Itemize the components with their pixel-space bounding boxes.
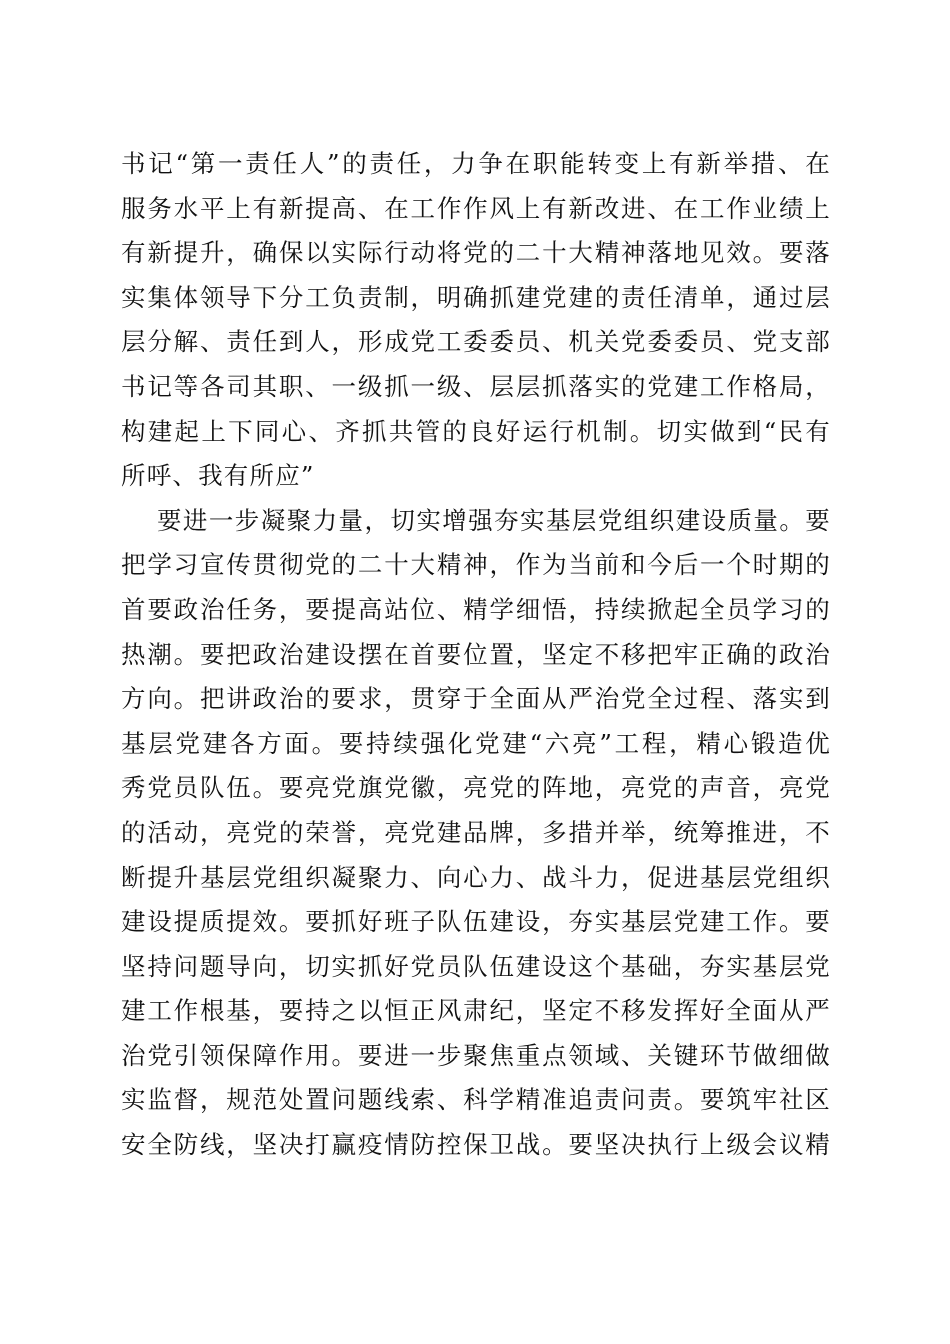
paragraph-2-line: 把学习宣传贯彻党的二十大精神，作为当前和今后一个时期的: [121, 550, 831, 580]
paragraph-2-line: 秀党员队伍。要亮党旗党徽，亮党的阵地，亮党的声音，亮党: [121, 773, 831, 803]
paragraph-1-line: 所呼、我有所应”: [121, 461, 315, 491]
paragraph-2-line: 断提升基层党组织凝聚力、向心力、战斗力，促进基层党组织: [121, 862, 831, 892]
paragraph-2-line: 建工作根基，要持之以恒正风肃纪，坚定不移发挥好全面从严: [121, 996, 831, 1026]
paragraph-2-line: 治党引领保障作用。要进一步聚焦重点领域、关键环节做细做: [121, 1040, 831, 1070]
paragraph-1: [121, 142, 831, 499]
paragraph-2-line: 实监督，规范处置问题线索、科学精准追责问责。要筑牢社区: [121, 1085, 831, 1115]
paragraph-2: [121, 499, 831, 1168]
paragraph-1-line: 层分解、责任到人，形成党工委委员、机关党委委员、党支部: [121, 327, 831, 357]
paragraph-2-line: 安全防线，坚决打赢疫情防控保卫战。要坚决执行上级会议精: [121, 1130, 831, 1160]
paragraph-2-line: 热潮。要把政治建设摆在首要位置，坚定不移把牢正确的政治: [121, 639, 831, 669]
paragraph-2-line: 建设提质提效。要抓好班子队伍建设，夯实基层党建工作。要: [121, 907, 831, 937]
paragraph-2-line: 基层党建各方面。要持续强化党建“六亮”工程，精心锻造优: [121, 728, 831, 758]
paragraph-1-line: 有新提升，确保以实际行动将党的二十大精神落地见效。要落: [121, 238, 831, 268]
paragraph-1-line: 服务水平上有新提高、在工作作风上有新改进、在工作业绩上: [121, 193, 831, 223]
paragraph-2-line: 的活动，亮党的荣誉，亮党建品牌，多措并举，统筹推进，不: [121, 817, 831, 847]
paragraph-1-line: 书记“第一责任人”的责任，力争在职能转变上有新举措、在: [121, 149, 831, 178]
paragraph-2-line: 坚持问题导向，切实抓好党员队伍建设这个基础，夯实基层党: [121, 951, 831, 981]
document-body: [121, 142, 831, 1168]
paragraph-1-line: 书记等各司其职、一级抓一级、层层抓落实的党建工作格局，: [121, 371, 831, 401]
paragraph-2-line: 要进一步凝聚力量，切实增强夯实基层党组织建设质量。要: [157, 505, 831, 535]
paragraph-2-line: 方向。把讲政治的要求，贯穿于全面从严治党全过程、落实到: [121, 684, 831, 714]
paragraph-2-line: 首要政治任务，要提高站位、精学细悟，持续掀起全员学习的: [121, 594, 831, 624]
paragraph-1-line: 构建起上下同心、齐抓共管的良好运行机制。切实做到“民有: [121, 416, 831, 446]
paragraph-1-line: 实集体领导下分工负责制，明确抓建党建的责任清单，通过层: [121, 282, 831, 312]
